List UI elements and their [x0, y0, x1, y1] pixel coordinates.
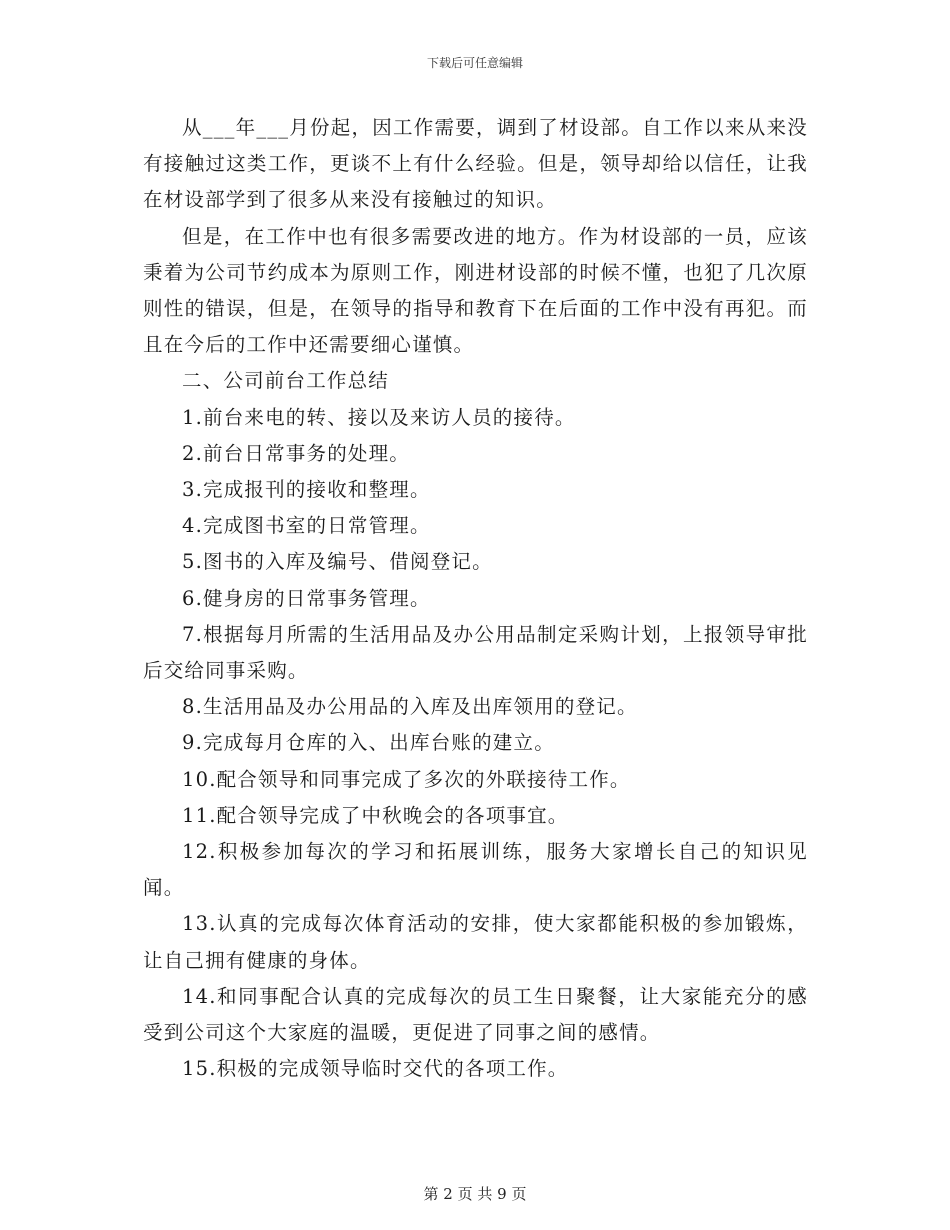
list-item: 6.健身房的日常事务管理。	[182, 586, 431, 610]
list-item: 13.认真的完成每次体育活动的安排，使大家都能积极的参加锻炼，让自己拥有健康的身体。	[143, 912, 808, 972]
list-item: 8.生活用品及办公用品的入库及出库领用的登记。	[182, 695, 638, 719]
section-heading: 二、公司前台工作总结	[182, 369, 390, 393]
list-item: 1.前台来电的转、接以及来访人员的接待。	[182, 405, 576, 429]
list-item: 12.积极参加每次的学习和拓展训练，服务大家增长自己的知识见闻。	[143, 840, 808, 900]
list-item: 5.图书的入库及编号、借阅登记。	[182, 550, 493, 574]
list-item: 9.完成每月仓库的入、出库台账的建立。	[182, 731, 555, 755]
list-item: 2.前台日常事务的处理。	[182, 441, 411, 465]
document-body	[143, 110, 808, 1087]
list-item: 15.积极的完成领导临时交代的各项工作。	[182, 1057, 569, 1081]
page-header: 下载后可任意编辑	[426, 56, 523, 70]
page-footer: 第 2 页 共 9 页	[423, 1185, 527, 1203]
list-item: 11.配合领导完成了中秋晚会的各项事宜。	[182, 803, 569, 827]
list-item: 10.配合领导和同事完成了多次的外联接待工作。	[182, 767, 631, 791]
list-item: 4.完成图书室的日常管理。	[182, 514, 431, 538]
list-item: 3.完成报刊的接收和整理。	[182, 478, 431, 502]
list-item: 7.根据每月所需的生活用品及办公用品制定采购计划，上报领导审批后交给同事采购。	[143, 622, 808, 683]
list-item: 14.和同事配合认真的完成每次的员工生日聚餐，让大家能充分的感受到公司这个大家庭的温暖，更促进了同事之间的感情。	[143, 984, 808, 1045]
paragraph: 但是，在工作中也有很多需要改进的地方。作为材设部的一员，应该秉着为公司节约成本为原则工作，刚进材设部的时候不懂，也犯了几次原则性的错误，但是，在领导的指导和教育下在后面的工作中没有再犯。而且在今后的工作中还需要细心谨慎。	[143, 224, 808, 357]
paragraph: 从___年___月份起，因工作需要，调到了材设部。自工作以来从来没有接触过这类工作，更谈不上有什么经验。但是，领导却给以信任，让我在材设部学到了很多从来没有接触过的知识。	[143, 116, 808, 212]
